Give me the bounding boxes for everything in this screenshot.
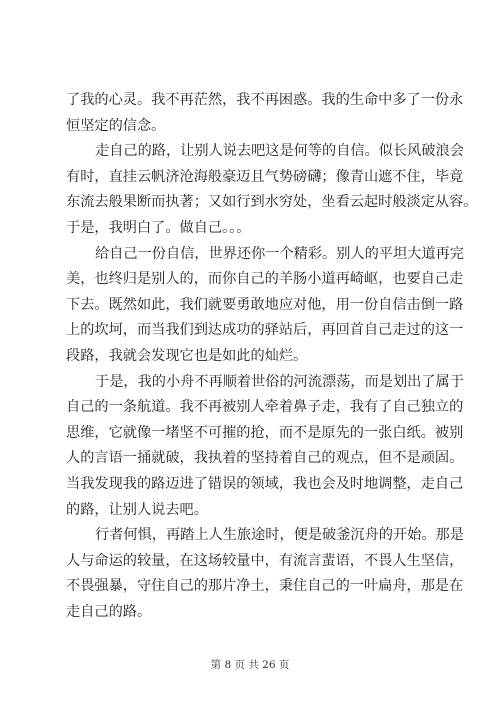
text-line: 美，也终归是别人的，而你自己的羊肠小道再崎岖，也要自己走 — [66, 271, 464, 288]
text-line: 有时，直挂云帆济沧海般豪迈且气势磅礴；像青山遮不住，毕竟 — [66, 168, 464, 185]
text-line: 了我的心灵。我不再茫然，我不再困惑。我的生命中多了一份永 — [66, 92, 464, 108]
text-line: 不畏强暴，守住自己的那片净土，秉住自己的一叶扁舟，那是在 — [66, 578, 464, 595]
text-line: 上的坎坷，而当我们到达成功的驿站后，再回首自己走过的这一 — [66, 322, 464, 339]
page-footer: 第 8 页 共 26 页 — [210, 659, 290, 671]
text-line: 段路，我就会发现它也是如此的灿烂。 — [66, 347, 308, 364]
text-line: 走自己的路，让别人说去吧这是何等的自信。似长风破浪会 — [95, 143, 464, 160]
text-line: 走自己的路。 — [66, 603, 152, 620]
text-line: 当我发现我的路迈进了错误的领域，我也会及时地调整，走自己 — [66, 475, 464, 492]
text-line: 思维，它就像一堵坚不可摧的抢，而不是原先的一张白纸。被别 — [66, 424, 464, 441]
text-line: 自己的一条航道。我不再被别人牵着鼻子走，我有了自己独立的 — [66, 399, 464, 416]
text-line: 恒坚定的信念。 — [66, 117, 166, 134]
document-body — [66, 88, 478, 625]
text-line: 于是，我的小舟不再顺着世俗的河流漂荡，而是划出了属于 — [95, 373, 464, 390]
text-line: 人与命运的较量，在这场较量中，有流言蜚语，不畏人生坚信， — [66, 552, 464, 569]
text-line: 下去。既然如此，我们就要勇敢地应对他，用一份自信击倒一路 — [66, 296, 464, 313]
text-line: 人的言语一捅就破，我执着的坚持着自己的观点，但不是顽固。 — [66, 450, 464, 467]
text-line: 给自己一份自信，世界还你一个精彩。别人的平坦大道再完 — [95, 245, 464, 262]
text-line: 东流去般果断而执著；又如行到水穷处，坐看云起时般淡定从容。 — [66, 194, 478, 211]
text-line: 行者何惧，再踏上人生旅途时，便是破釜沉舟的开始。那是 — [95, 527, 464, 544]
text-line: 于是，我明白了。做自己。。。 — [66, 219, 251, 236]
text-line: 的路，让别人说去吧。 — [66, 501, 208, 518]
